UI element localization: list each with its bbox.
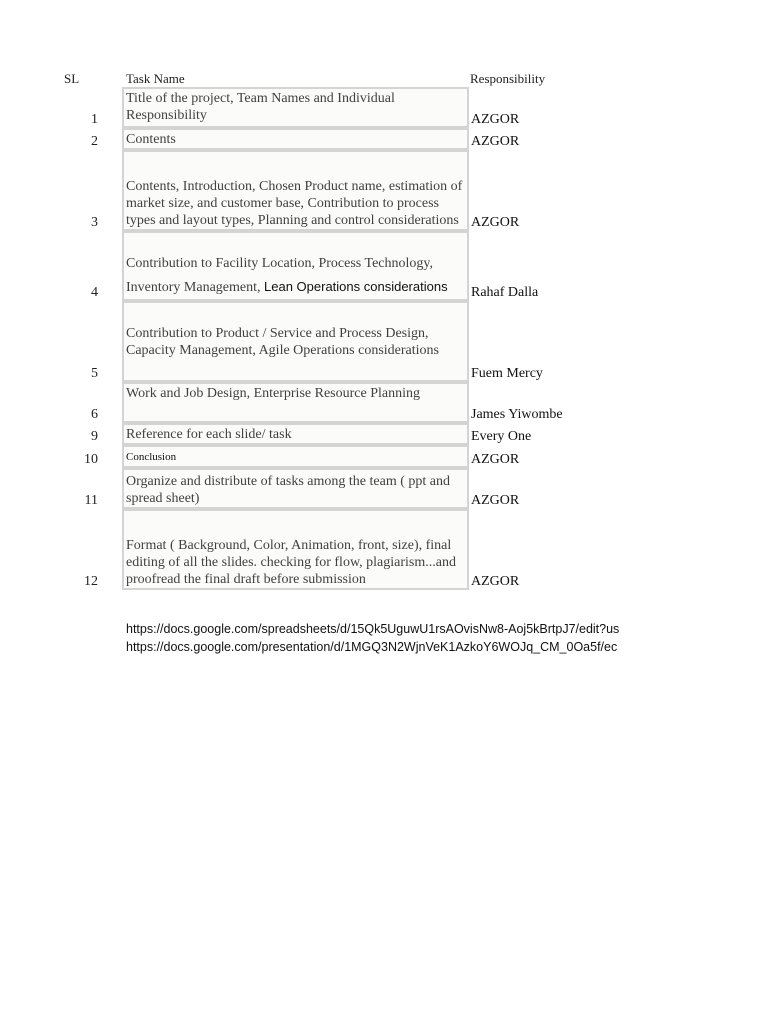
task-cell[interactable]	[122, 87, 469, 128]
sl-cell: 5	[91, 366, 98, 381]
presentation-link[interactable]: https://docs.google.com/presentation/d/1MGQ3N2WjnVeK1AzkoY6WOJq_CM_0Oa5f/ec	[126, 640, 618, 654]
responsibility-cell: Every One	[471, 429, 532, 444]
task-text: Conclusion	[126, 451, 177, 463]
task-text: Organize and distribute of tasks among the team ( ppt and spread sheet)	[126, 474, 450, 506]
task-cell[interactable]	[122, 468, 469, 509]
table-row	[0, 445, 631, 468]
task-table	[0, 87, 631, 590]
task-text-line1: Contribution to Facility Location, Process Technology,	[126, 256, 433, 271]
task-text-line2	[126, 278, 465, 296]
responsibility-cell: AZGOR	[471, 493, 520, 508]
task-name-column-header: Task Name	[126, 71, 185, 86]
responsibility-cell: AZGOR	[471, 112, 520, 127]
table-row	[0, 301, 631, 382]
spreadsheet-link[interactable]: https://docs.google.com/spreadsheets/d/15Qk5UguwU1rsAOvisNw8-Aoj5kBrtpJ7/edit?us	[126, 622, 620, 636]
task-text: Format ( Background, Color, Animation, front, size), final editing of all the slides. checking for flow, plagiarism...and proofread the final draft before submission	[126, 538, 456, 587]
task-cell[interactable]	[122, 231, 469, 301]
sl-cell: 1	[91, 112, 98, 127]
responsibility-cell: Fuem Mercy	[471, 366, 543, 381]
responsibility-cell: AZGOR	[471, 452, 520, 467]
sl-cell: 12	[84, 574, 98, 589]
sl-cell: 2	[91, 134, 98, 149]
table-row	[0, 128, 631, 150]
task-cell[interactable]	[122, 150, 469, 231]
task-cell[interactable]	[122, 509, 469, 590]
task-cell[interactable]	[122, 445, 469, 468]
task-text: Reference for each slide/ task	[126, 427, 292, 442]
table-row	[0, 231, 631, 301]
table-row	[0, 423, 631, 445]
task-cell[interactable]	[122, 382, 469, 423]
table-row	[0, 509, 631, 590]
task-text: Contribution to Product / Service and Process Design, Capacity Management, Agile Operations considerations	[126, 326, 439, 358]
sl-cell: 6	[91, 407, 98, 422]
table-row	[0, 382, 631, 423]
task-text: Contents	[126, 132, 176, 147]
responsibility-cell: James Yiwombe	[471, 407, 563, 422]
task-cell[interactable]	[122, 423, 469, 445]
responsibility-column-header: Responsibility	[470, 71, 546, 86]
task-text: Contents, Introduction, Chosen Product name, estimation of market size, and customer base, Contribution to process types and layout types, Planning and control considerations	[126, 179, 463, 228]
task-text: Work and Job Design, Enterprise Resource Planning	[126, 386, 420, 401]
table-row	[0, 150, 631, 231]
responsibility-cell: AZGOR	[471, 134, 520, 149]
task-cell[interactable]	[122, 301, 469, 382]
sl-cell: 9	[91, 429, 98, 444]
sl-cell: 4	[91, 285, 98, 300]
table-row	[0, 87, 631, 128]
task-cell[interactable]	[122, 128, 469, 150]
responsibility-cell: Rahaf Dalla	[471, 285, 539, 300]
task-text: Title of the project, Team Names and Individual Responsibility	[126, 91, 395, 123]
responsibility-cell: AZGOR	[471, 215, 520, 230]
sl-cell: 3	[91, 215, 98, 230]
task-text-part-emphasis: Lean Operations considerations	[264, 279, 448, 294]
sl-column-header: SL	[64, 71, 80, 86]
sl-cell: 11	[84, 493, 98, 508]
task-text-part: Inventory Management,	[126, 280, 265, 295]
sl-cell: 10	[84, 452, 98, 467]
table-row	[0, 468, 631, 509]
responsibility-cell: AZGOR	[471, 574, 520, 589]
